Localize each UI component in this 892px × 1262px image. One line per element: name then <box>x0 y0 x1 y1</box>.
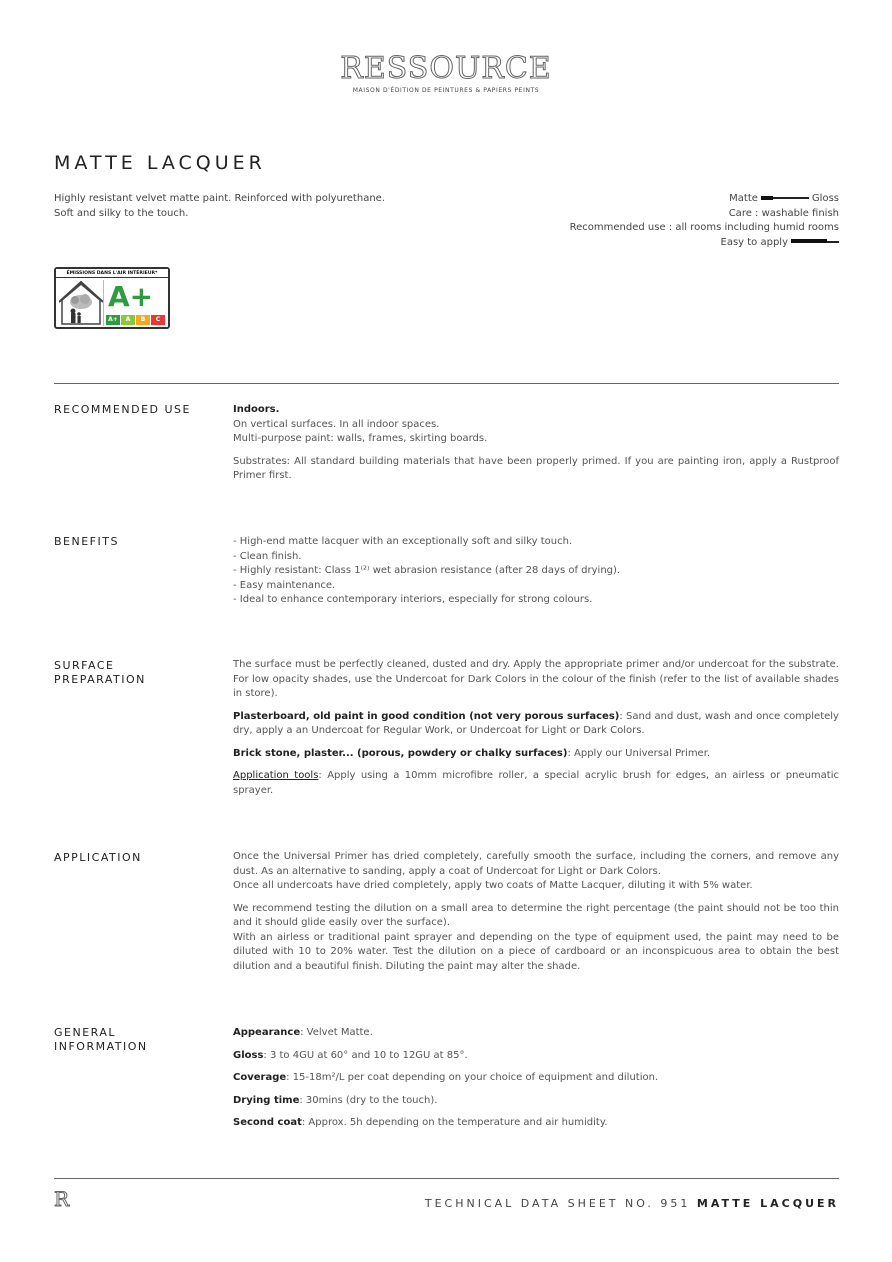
info-appearance: Appearance: Velvet Matte. <box>233 1027 373 1038</box>
section-body-benefits <box>233 535 839 608</box>
intro-line-1: Highly resistant velvet matte paint. Reinforced with polyurethane. <box>54 193 385 204</box>
scale-a: A <box>121 315 135 325</box>
emissions-label-header: ÉMISSIONS DANS L'AIR INTÉRIEUR* <box>56 269 168 278</box>
easy-apply-label: Easy to apply <box>720 236 788 248</box>
section-body-recommended-use <box>233 403 839 492</box>
scale-c: C <box>151 315 165 325</box>
recommended-use-substrates: Substrates: All standard building materials that have been properly primed. If you are painting iron, apply a Rustproof Primer first. <box>233 455 839 481</box>
application-tools-text: : Apply using a 10mm microfibre roller, a special acrylic brush for edges, an airless or pneumatic sprayer. <box>233 770 839 796</box>
surface-prep-brick-text: : Apply our Universal Primer. <box>567 747 711 759</box>
application-paragraph-2b: With an airless or traditional paint sprayer and depending on the type of equipment used, the paint may need to be diluted with 10 to 20% water. Test the dilution on a piece of cardboard or an inconspicuous area to obtain the best dilution and a beautiful finish. Diluting the paint may alter the shade. <box>233 931 839 972</box>
recommended-use-line-2: Multi-purpose paint: walls, frames, skirting boards. <box>233 433 488 444</box>
benefit-item: - Clean finish. <box>233 550 302 562</box>
intro-line-2: Soft and silky to the touch. <box>54 207 189 219</box>
emissions-scale <box>106 315 165 325</box>
footer-logo: R <box>54 1187 70 1211</box>
brand-header <box>0 52 892 94</box>
surface-prep-plasterboard-heading: Plasterboard, old paint in good condition (not very porous surfaces) <box>233 710 620 722</box>
benefit-item: - Highly resistant: Class 1⁽²⁾ wet abrasion resistance (after 28 days of drying). <box>233 565 621 576</box>
info-second-coat: Second coat: Approx. 5h depending on the temperature and air humidity. <box>233 1117 608 1128</box>
footer-sheet-number: TECHNICAL DATA SHEET NO. 951 <box>424 1197 691 1210</box>
recommended-use-lead: Indoors. <box>233 404 280 415</box>
product-specs <box>570 192 839 250</box>
section-body-surface-preparation <box>233 658 839 806</box>
application-tools-heading: Application tools <box>233 770 319 781</box>
application-paragraph-1b: Once all undercoats have dried completely, apply two coats of Matte Lacquer, diluting it with 5% water. <box>233 880 753 891</box>
application-paragraph-1: Once the Universal Primer has dried completely, carefully smooth the surface, including the corners, and remove any dust. As an alternative to sanding, apply a coat of Undercoat for Light or Dark Colors. <box>233 851 839 877</box>
benefit-item: - Easy maintenance. <box>233 579 336 591</box>
section-label-recommended-use: RECOMMENDED USE <box>54 403 191 416</box>
section-label-benefits: BENEFITS <box>54 535 119 548</box>
product-intro <box>54 192 385 221</box>
use-text: Recommended use : all rooms including humid rooms <box>569 222 839 233</box>
emissions-label <box>54 267 170 329</box>
finish-right-label: Gloss <box>811 193 839 204</box>
surface-prep-paragraph-1: The surface must be perfectly cleaned, dusted and dry. Apply the appropriate primer and/or undercoat for the substrate. For low opacity shades, use the Undercoat for Dark Colors in the colour of the finish (refer to the list of available shades in store). <box>233 659 839 699</box>
finish-scale-row <box>570 192 839 207</box>
footer-sheet-reference <box>425 1197 839 1210</box>
section-label-general-information: GENERAL INFORMATION <box>54 1026 148 1053</box>
page-title: MATTE LACQUER <box>54 152 266 174</box>
scale-a-plus: A+ <box>106 315 120 325</box>
section-label-application: APPLICATION <box>54 851 142 864</box>
easy-apply-row <box>570 236 839 251</box>
benefit-item: - Ideal to enhance contemporary interiors, especially for strong colours. <box>233 594 593 605</box>
surface-prep-paragraph-4 <box>233 769 839 798</box>
section-body-general-information <box>233 1026 839 1139</box>
emissions-grade: A+ <box>108 280 154 313</box>
house-icon <box>59 280 104 326</box>
care-text: Care : washable finish <box>728 207 839 219</box>
benefit-item: - High-end matte lacquer with an exceptionally soft and silky touch. <box>233 536 573 547</box>
recommended-use-line-1: On vertical surfaces. In all indoor spaces. <box>233 418 440 430</box>
info-coverage: Coverage: 15-18m²/L per coat depending on your choice of equipment and dilution. <box>233 1072 659 1083</box>
brand-logo: RESSOURCE <box>340 51 552 86</box>
easy-apply-scale-bar <box>791 241 839 243</box>
surface-prep-brick-heading: Brick stone, plaster... (porous, powdery or chalky surfaces) <box>233 747 568 759</box>
surface-prep-paragraph-2 <box>233 710 839 739</box>
info-drying-time: Drying time: 30mins (dry to the touch). <box>233 1094 438 1106</box>
top-divider <box>54 383 839 384</box>
surface-prep-paragraph-3 <box>233 747 839 762</box>
section-body-application <box>233 850 839 982</box>
info-gloss: Gloss: 3 to 4GU at 60° and 10 to 12GU at 85°. <box>233 1049 468 1061</box>
section-label-surface-preparation: SURFACE PREPARATION <box>54 659 146 686</box>
surface-prep-plasterboard-text: : Sand and dust, wash and once completely dry, apply a an Undercoat for Regular Work, or Undercoat for Light or Dark Colors. <box>233 710 839 736</box>
scale-b: B <box>136 315 150 325</box>
finish-left-label: Matte <box>729 193 758 204</box>
bottom-divider <box>54 1178 839 1179</box>
footer-product-name: MATTE LACQUER <box>696 1197 839 1210</box>
finish-scale-bar <box>761 197 809 199</box>
application-paragraph-2: We recommend testing the dilution on a small area to determine the right percentage (the paint should not be too thin and it should glide easily over the surface). <box>233 902 839 928</box>
brand-tagline: MAISON D'ÉDITION DE PEINTURES & PAPIERS PEINTS <box>352 87 540 94</box>
